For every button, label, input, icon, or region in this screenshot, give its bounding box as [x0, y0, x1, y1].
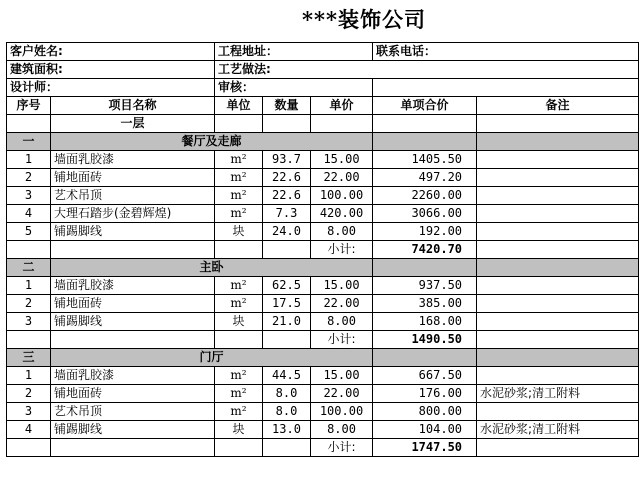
- table-row: [7, 277, 639, 295]
- row-total: 385.00: [373, 295, 477, 313]
- table-row: [7, 169, 639, 187]
- row-qty: 13.0: [263, 421, 311, 439]
- row-unit: m²: [215, 385, 263, 403]
- subtotal-blank: [51, 331, 215, 349]
- row-note: [477, 277, 639, 295]
- table-row: [7, 295, 639, 313]
- subtotal-blank: [263, 241, 311, 259]
- row-price: 15.00: [311, 277, 373, 295]
- row-price: 22.00: [311, 295, 373, 313]
- row-price: 22.00: [311, 169, 373, 187]
- table-row: [7, 187, 639, 205]
- row-total: 937.50: [373, 277, 477, 295]
- section-name: 门厅: [51, 349, 373, 367]
- row-qty: 7.3: [263, 205, 311, 223]
- section-blank: [373, 349, 477, 367]
- row-note: 水泥砂浆;清工附料: [477, 385, 639, 403]
- row-no: 3: [7, 187, 51, 205]
- row-name: 铺踢脚线: [51, 223, 215, 241]
- row-name: 墙面乳胶漆: [51, 277, 215, 295]
- table-row: [7, 403, 639, 421]
- header-unit: 单位: [215, 97, 263, 115]
- review-label: 审核：: [215, 79, 373, 97]
- row-qty: 22.6: [263, 187, 311, 205]
- subtotal-blank: [263, 331, 311, 349]
- subtotal-blank: [7, 439, 51, 457]
- process-label: 工艺做法:: [215, 61, 639, 79]
- subtotal-blank: [477, 331, 639, 349]
- section-row: [7, 349, 639, 367]
- section-name: 餐厅及走廊: [51, 133, 373, 151]
- section-name: 主卧: [51, 259, 373, 277]
- row-note: [477, 295, 639, 313]
- row-name: 铺地面砖: [51, 385, 215, 403]
- row-name: 铺地面砖: [51, 169, 215, 187]
- row-price: 15.00: [311, 367, 373, 385]
- row-price: 100.00: [311, 403, 373, 421]
- section-blank: [373, 259, 477, 277]
- row-price: 15.00: [311, 151, 373, 169]
- row-no: 3: [7, 313, 51, 331]
- header-total: 单项合价: [373, 97, 477, 115]
- subtotal-blank: [51, 241, 215, 259]
- row-unit: m²: [215, 205, 263, 223]
- row-qty: 93.7: [263, 151, 311, 169]
- row-name: 墙面乳胶漆: [51, 151, 215, 169]
- row-total: 800.00: [373, 403, 477, 421]
- section-blank: [373, 133, 477, 151]
- row-total: 176.00: [373, 385, 477, 403]
- row-price: 8.00: [311, 223, 373, 241]
- row-note: [477, 151, 639, 169]
- row-price: 420.00: [311, 205, 373, 223]
- row-unit: m²: [215, 277, 263, 295]
- row-no: 1: [7, 277, 51, 295]
- row-total: 2260.00: [373, 187, 477, 205]
- subtotal-row: [7, 331, 639, 349]
- row-unit: m²: [215, 367, 263, 385]
- row-note: [477, 169, 639, 187]
- table-row: [7, 385, 639, 403]
- row-total: 104.00: [373, 421, 477, 439]
- subtotal-blank: [51, 439, 215, 457]
- row-unit: m²: [215, 151, 263, 169]
- row-note: [477, 367, 639, 385]
- subtotal-label: 小计:: [311, 241, 373, 259]
- section-index: 一: [7, 133, 51, 151]
- subtotal-blank: [215, 241, 263, 259]
- subtotal-row: [7, 439, 639, 457]
- header-no: 序号: [7, 97, 51, 115]
- row-name: 墙面乳胶漆: [51, 367, 215, 385]
- info-blank: [373, 79, 639, 97]
- header-qty: 数量: [263, 97, 311, 115]
- row-total: 3066.00: [373, 205, 477, 223]
- header-price: 单价: [311, 97, 373, 115]
- info-row-2: [7, 61, 639, 79]
- row-note: [477, 205, 639, 223]
- row-name: 铺踢脚线: [51, 313, 215, 331]
- row-total: 168.00: [373, 313, 477, 331]
- section-blank: [477, 349, 639, 367]
- subtotal-label: 小计:: [311, 439, 373, 457]
- section-index: 二: [7, 259, 51, 277]
- subtotal-row: [7, 241, 639, 259]
- subtotal-blank: [215, 439, 263, 457]
- row-qty: 24.0: [263, 223, 311, 241]
- subtotal-blank: [7, 331, 51, 349]
- row-no: 3: [7, 403, 51, 421]
- subtotal-label: 小计:: [311, 331, 373, 349]
- row-note: [477, 223, 639, 241]
- row-no: 5: [7, 223, 51, 241]
- row-note: 水泥砂浆;清工附料: [477, 421, 639, 439]
- row-no: 2: [7, 385, 51, 403]
- info-row-3: [7, 79, 639, 97]
- header-row: [7, 97, 639, 115]
- row-qty: 8.0: [263, 385, 311, 403]
- subtotal-blank: [263, 439, 311, 457]
- quotation-table: [6, 42, 639, 457]
- designer-label: 设计师：: [7, 79, 215, 97]
- info-row-1: [7, 43, 639, 61]
- section-index: 三: [7, 349, 51, 367]
- row-name: 艺术吊顶: [51, 403, 215, 421]
- row-no: 1: [7, 367, 51, 385]
- row-unit: m²: [215, 295, 263, 313]
- table-row: [7, 313, 639, 331]
- company-title: ***装饰公司: [302, 7, 426, 32]
- subtotal-blank: [7, 241, 51, 259]
- row-unit: 块: [215, 223, 263, 241]
- row-total: 667.50: [373, 367, 477, 385]
- table-row: [7, 367, 639, 385]
- row-note: [477, 403, 639, 421]
- table-row: [7, 223, 639, 241]
- table-row: [7, 151, 639, 169]
- row-unit: m²: [215, 403, 263, 421]
- row-qty: 21.0: [263, 313, 311, 331]
- table-row: [7, 421, 639, 439]
- row-price: 22.00: [311, 385, 373, 403]
- row-unit: m²: [215, 187, 263, 205]
- row-name: 铺地面砖: [51, 295, 215, 313]
- row-name: 铺踢脚线: [51, 421, 215, 439]
- phone-label: 联系电话：: [373, 43, 639, 61]
- row-price: 8.00: [311, 313, 373, 331]
- floor-label: 一层: [51, 115, 215, 133]
- row-qty: 22.6: [263, 169, 311, 187]
- row-price: 8.00: [311, 421, 373, 439]
- row-name: 艺术吊顶: [51, 187, 215, 205]
- row-unit: m²: [215, 169, 263, 187]
- header-note: 备注: [477, 97, 639, 115]
- subtotal-blank: [477, 241, 639, 259]
- customer-label: 客户姓名:: [7, 43, 215, 61]
- table-row: [7, 205, 639, 223]
- subtotal-value: 1747.50: [373, 439, 477, 457]
- row-no: 4: [7, 421, 51, 439]
- page-title: [0, 0, 640, 42]
- section-blank: [477, 259, 639, 277]
- row-price: 100.00: [311, 187, 373, 205]
- section-blank: [477, 133, 639, 151]
- row-name: 大理石踏步(金碧辉煌): [51, 205, 215, 223]
- row-total: 1405.50: [373, 151, 477, 169]
- subtotal-blank: [477, 439, 639, 457]
- floor-row: [7, 115, 639, 133]
- row-qty: 62.5: [263, 277, 311, 295]
- row-no: 4: [7, 205, 51, 223]
- row-note: [477, 313, 639, 331]
- header-name: 项目名称: [51, 97, 215, 115]
- row-qty: 8.0: [263, 403, 311, 421]
- row-no: 2: [7, 295, 51, 313]
- row-qty: 44.5: [263, 367, 311, 385]
- row-unit: 块: [215, 421, 263, 439]
- row-no: 2: [7, 169, 51, 187]
- row-unit: 块: [215, 313, 263, 331]
- row-total: 192.00: [373, 223, 477, 241]
- section-row: [7, 259, 639, 277]
- row-no: 1: [7, 151, 51, 169]
- subtotal-blank: [215, 331, 263, 349]
- row-note: [477, 187, 639, 205]
- section-row: [7, 133, 639, 151]
- area-label: 建筑面积:: [7, 61, 215, 79]
- row-total: 497.20: [373, 169, 477, 187]
- address-label: 工程地址：: [215, 43, 373, 61]
- subtotal-value: 7420.70: [373, 241, 477, 259]
- row-qty: 17.5: [263, 295, 311, 313]
- subtotal-value: 1490.50: [373, 331, 477, 349]
